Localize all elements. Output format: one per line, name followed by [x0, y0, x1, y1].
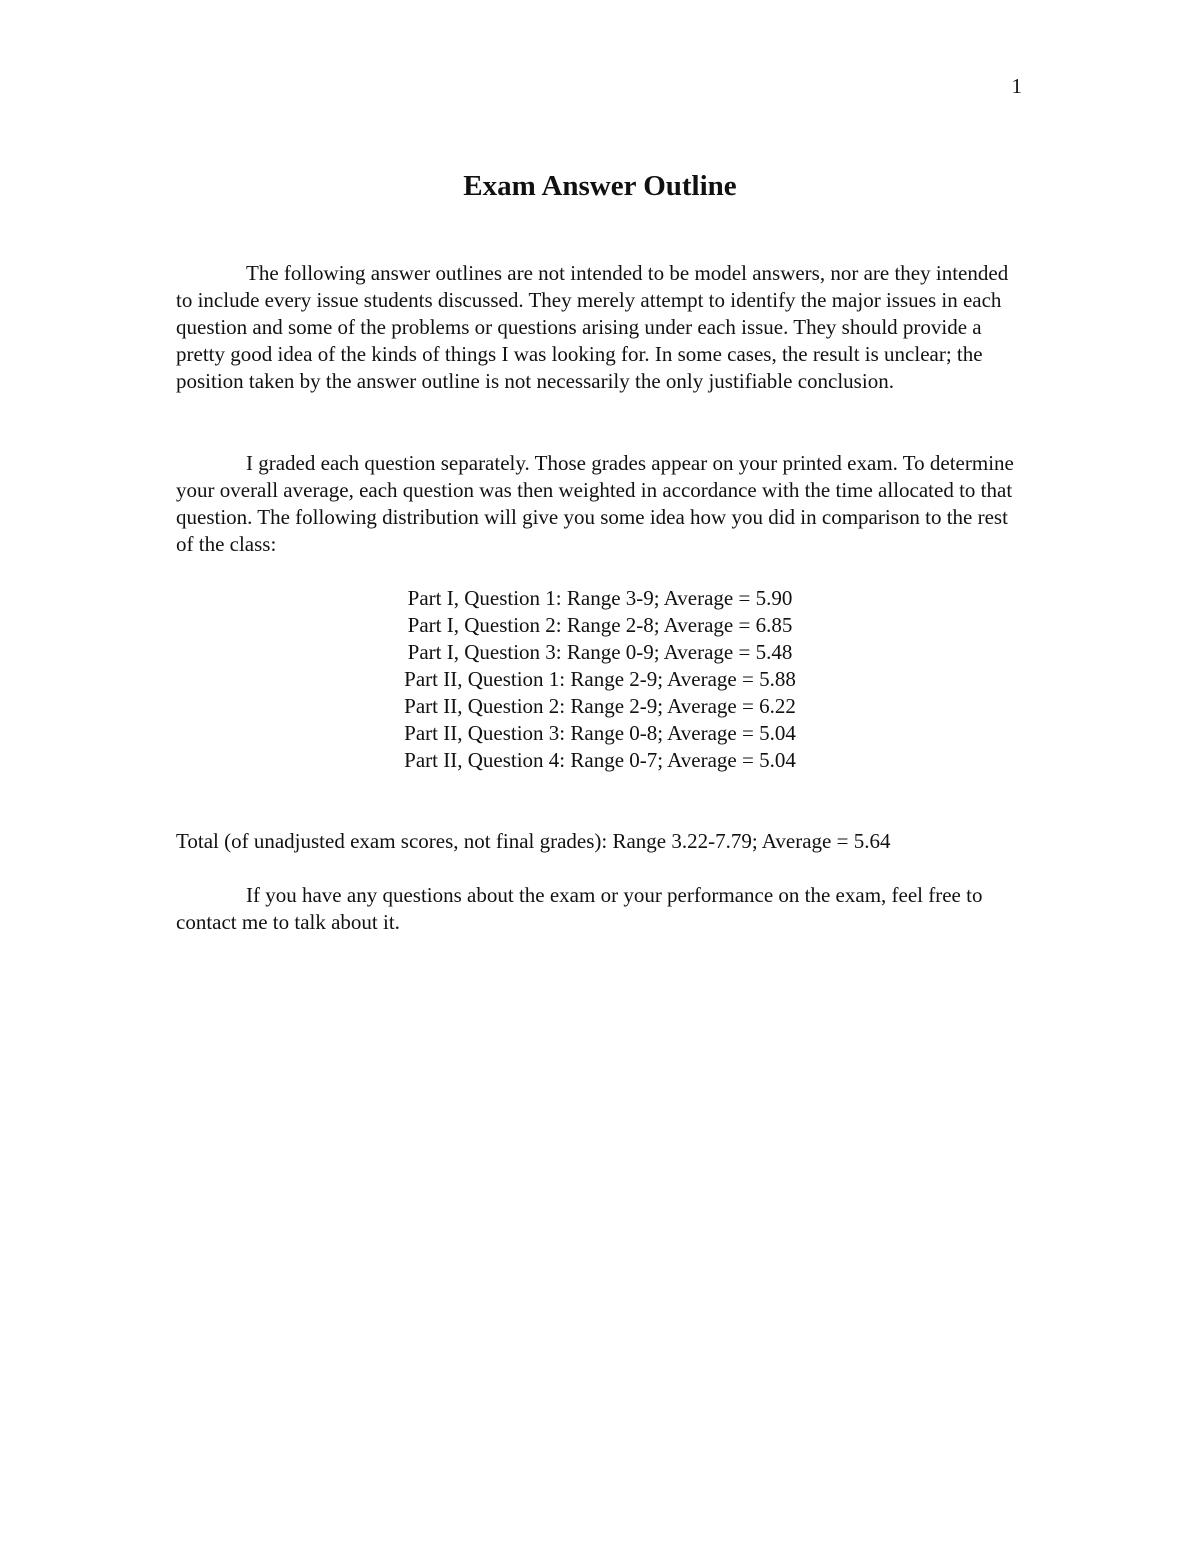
grading-paragraph: I graded each question separately. Those grades appear on your printed exam. To determine your overall average, each question was then weighted in accordance with the time allocated to that question. The following distribution will give you some idea how you did in comparison to the rest of the class:	[176, 451, 1014, 556]
closing-paragraph: If you have any questions about the exam or your performance on the exam, feel free to contact me to talk about it.	[176, 883, 983, 934]
question-stat-line: Part I, Question 3: Range 0-9; Average = 5.48	[407, 640, 793, 664]
question-stat-line: Part I, Question 1: Range 3-9; Average = 5.90	[407, 586, 793, 610]
question-stats-list	[0, 585, 1200, 774]
page-title: Exam Answer Outline	[463, 170, 737, 202]
question-stat-line: Part II, Question 3: Range 0-8; Average = 5.04	[404, 721, 796, 745]
total-summary-line: Total (of unadjusted exam scores, not final grades): Range 3.22-7.79; Average = 5.64	[176, 829, 891, 853]
intro-paragraph: The following answer outlines are not intended to be model answers, nor are they intended to include every issue students discussed. They merely attempt to identify the major issues in each question and some of the problems or questions arising under each issue. They should provide a pretty good idea of the kinds of things I was looking for. In some cases, the result is unclear; the position taken by the answer outline is not necessarily the only justifiable conclusion.	[176, 261, 1009, 393]
question-stat-line: Part II, Question 1: Range 2-9; Average = 5.88	[404, 667, 796, 691]
question-stat-line: Part II, Question 2: Range 2-9; Average = 6.22	[404, 694, 796, 718]
question-stat-line: Part II, Question 4: Range 0-7; Average = 5.04	[404, 748, 796, 772]
question-stat-line: Part I, Question 2: Range 2-8; Average = 6.85	[407, 613, 793, 637]
page-number: 1	[1011, 74, 1022, 98]
